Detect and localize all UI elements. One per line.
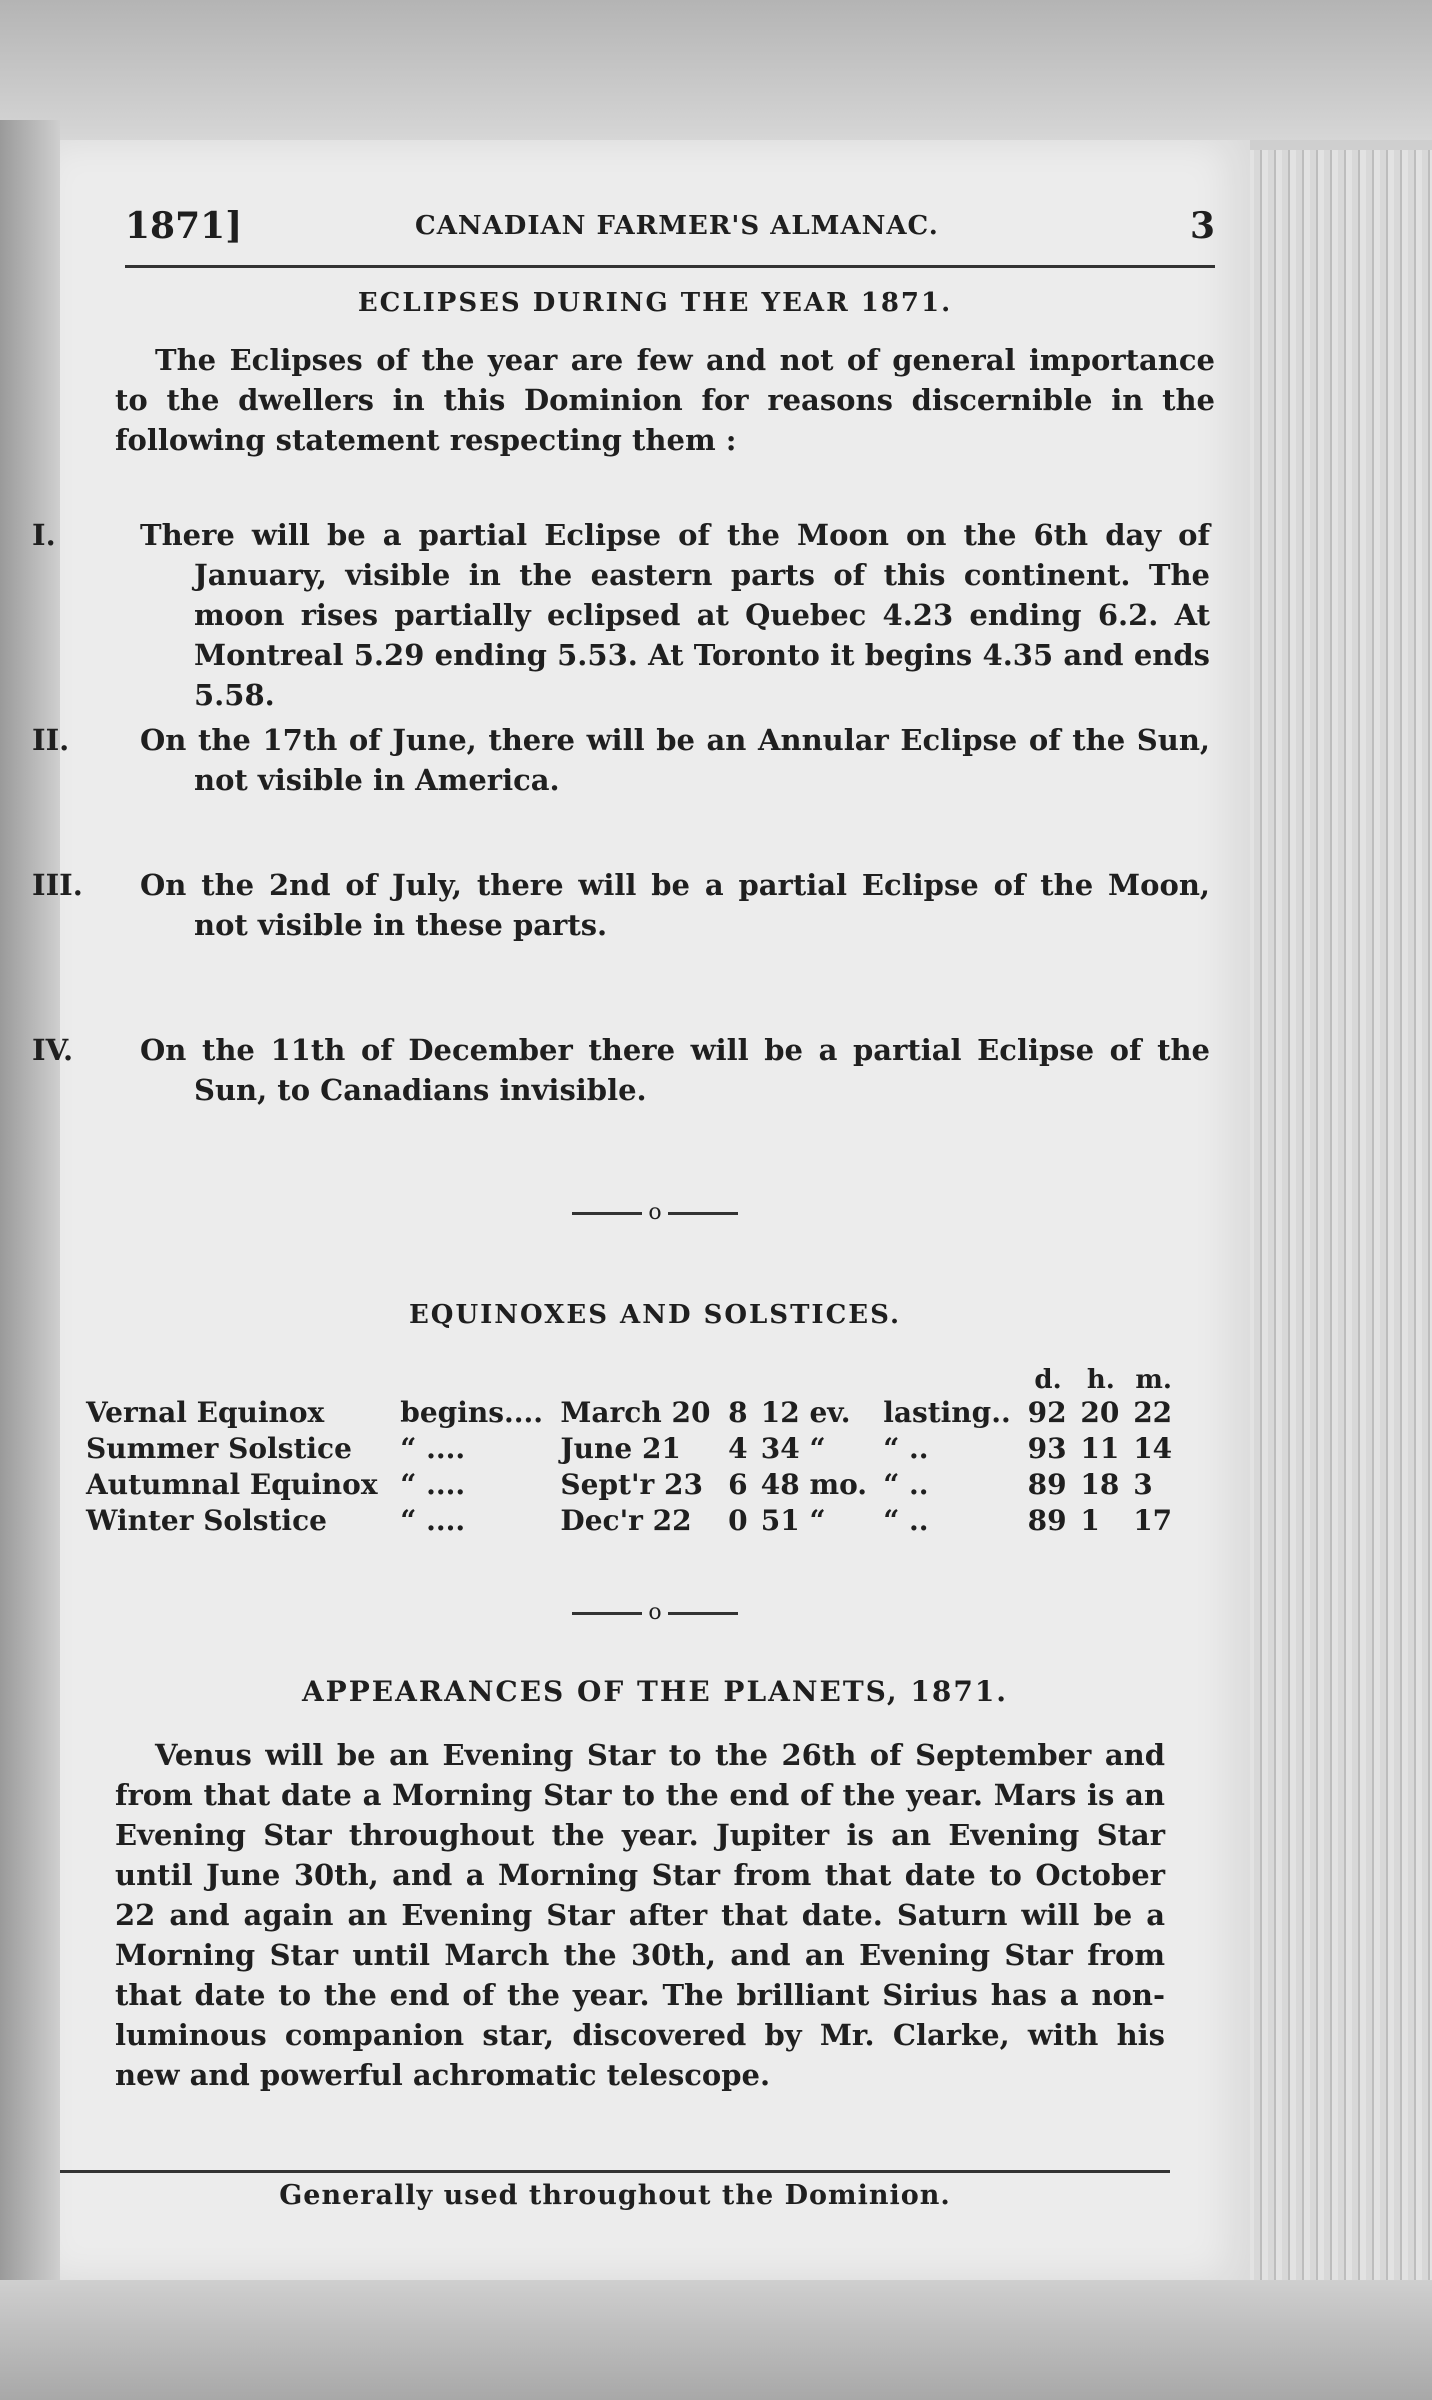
table-row: Autumnal Equinox “ .... Sept'r 23 6 48 mo. “ .. 89 18 3 [86, 1468, 1153, 1501]
equinoxes-heading: EQUINOXES AND SOLSTICES. [408, 1300, 902, 1330]
table-row: Winter Solstice “ .... Dec'r 22 0 51 “ “ .. 89 1 17 [86, 1504, 1173, 1537]
book-page-edges [1240, 150, 1432, 2280]
page-number: 3 [1189, 205, 1215, 247]
footer-text: Generally used throughout the Dominion. [279, 2180, 951, 2211]
eclipses-heading: ECLIPSES DURING THE YEAR 1871. [357, 288, 953, 318]
book-spine-shadow [0, 120, 60, 2320]
eclipse-item-text: There will be a partial Eclipse of the Moon on the 6th day of January, visible in the eastern parts of this continent. The moon rises partially eclipsed at Quebec 4.23 ending 6.2. At Montreal 5.29 ending 5.53. At Toronto it begins 4.35 and ends 5.58. [140, 518, 1210, 712]
eclipse-item-number: II. [32, 723, 70, 757]
table-row: Vernal Equinox begins.... March 20 8 12 ev. lasting.. 92 20 22 [86, 1396, 1173, 1429]
equinoxes-table [80, 1365, 1180, 1539]
almanac-page [32, 140, 1250, 2280]
planets-heading: APPEARANCES OF THE PLANETS, 1871. [301, 1675, 1009, 1708]
scan-background-top [0, 0, 1432, 140]
section-separator: o [60, 1600, 1250, 1625]
eclipse-item-number: III. [32, 868, 83, 902]
eclipse-item-text: On the 11th of December there will be a partial Eclipse of the Sun, to Canadians invisible. [140, 1033, 1210, 1107]
eclipse-item-number: I. [32, 518, 56, 552]
eclipse-item-number: IV. [32, 1033, 74, 1067]
scan-background-bottom [0, 2280, 1432, 2400]
eclipse-item [32, 865, 1210, 945]
eclipse-item [32, 515, 1210, 715]
col-head-minutes: m. [1135, 1365, 1172, 1395]
running-head-title: CANADIAN FARMER'S ALMANAC. [415, 211, 939, 241]
eclipses-intro: The Eclipses of the year are few and not of general importance to the dwellers in this Dominion for reasons discernible in the following statement respecting them : [115, 343, 1215, 457]
eclipse-item [32, 720, 1210, 800]
section-separator: o [60, 1200, 1250, 1225]
eclipse-item-text: On the 17th of June, there will be an Annular Eclipse of the Sun, not visible in America. [140, 723, 1210, 797]
col-head-days: d. [1034, 1365, 1062, 1395]
running-head-year: 1871] [125, 205, 243, 247]
planets-text: Venus will be an Evening Star to the 26th of September and from that date a Morning Star to the end of the year. Mars is an Evening Star throughout the year. Jupiter is an Evening Star until June 30th, and a Morning Star from that date to October 22 and again an Evening Star after that date. Saturn will be a Morning Star until March the 30th, and an Evening Star from that date to the end of the year. The brilliant Sirius has a non-luminous companion star, discovered by Mr. Clarke, with his new and powerful achromatic telescope. [115, 1738, 1165, 2092]
eclipse-item-text: On the 2nd of July, there will be a partial Eclipse of the Moon, not visible in these parts. [140, 868, 1210, 942]
running-head [125, 205, 1215, 268]
col-head-hours: h. [1086, 1365, 1115, 1395]
eclipse-item [32, 1030, 1210, 1110]
footer-rule [60, 2170, 1170, 2173]
table-row: Summer Solstice “ .... June 21 4 34 “ “ .. 93 11 14 [86, 1432, 1173, 1465]
